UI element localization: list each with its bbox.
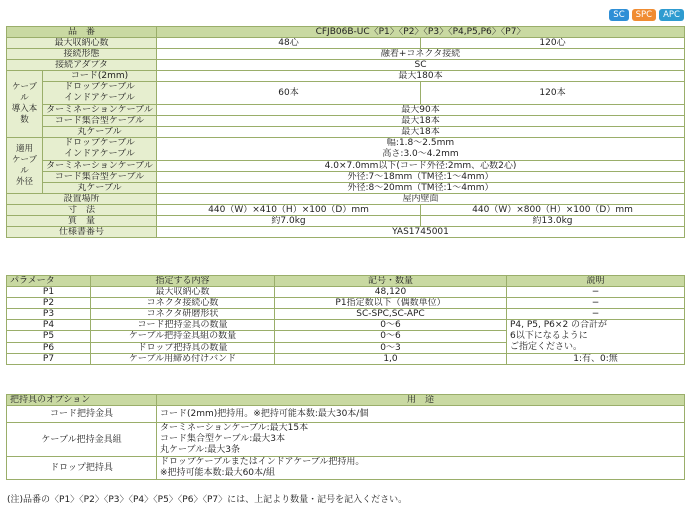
dimensions-label: 寸 法 — [7, 205, 157, 216]
table-row-content: ドロップ把持具の数量 — [91, 342, 275, 353]
option-name: ドロップ把持具 — [7, 457, 157, 480]
part-number-label: 品 番 — [7, 27, 157, 38]
table-row-param: P2 — [7, 298, 91, 309]
max-cores-label: 最大収納心数 — [7, 38, 157, 49]
cord-set-cable-label: コード集合型ケーブル — [43, 116, 157, 127]
option-use: ドロップケーブルまたはインドアケーブル把持用。 ※把持可能本数:最大60本/組 — [157, 457, 685, 480]
table-row-desc: − — [507, 287, 685, 298]
p456-description: P4, P5, P6×2 の合計が 6以下になるように ご指定ください。 — [507, 320, 685, 354]
code-header: 記号・数量 — [275, 276, 507, 287]
termination-cable-label: ターミネーションケーブル — [43, 105, 157, 116]
part-number-value: CFJB06B-UC〈P1〉〈P2〉〈P3〉〈P4,P5,P6〉〈P7〉 — [157, 27, 685, 38]
adapter-label: 接続アダプタ — [7, 60, 157, 71]
table-row-code: 0〜6 — [275, 320, 507, 331]
table-row-code: 48,120 — [275, 287, 507, 298]
round-cable-value: 最大18本 — [157, 127, 685, 138]
connection-value: 融着+コネクタ接続 — [157, 49, 685, 60]
round-cable-dia-value: 外径:8〜20mm（TM径:1〜4mm） — [157, 183, 685, 194]
mass-label: 質 量 — [7, 216, 157, 227]
param-header: パラメータ — [7, 276, 91, 287]
option-header: 把持具のオプション — [7, 395, 157, 406]
options-table — [6, 394, 685, 480]
option-name: ケーブル把持金具組 — [7, 423, 157, 457]
table-row-code: 0〜3 — [275, 342, 507, 353]
option-use: ターミネーションケーブル:最大15本 コード集合型ケーブル:最大3本 丸ケーブル:最大3条 — [157, 423, 685, 457]
max-cores-120: 120心 — [421, 38, 685, 49]
option-name: コード把持金具 — [7, 406, 157, 423]
dimensions-48: 440（W）×410（H）×100（D）mm — [157, 205, 421, 216]
spec-number-label: 仕様書番号 — [7, 227, 157, 238]
drop-cable-120: 120本 — [421, 82, 685, 105]
spec-number-value: YAS1745001 — [157, 227, 685, 238]
install-place-value: 屋内壁面 — [157, 194, 685, 205]
termination-cable-dia-value: 4.0×7.0mm以下(コード外径:2mm、心数2心) — [157, 161, 685, 172]
round-cable-dia-label: 丸ケーブル — [43, 183, 157, 194]
parameter-table — [6, 275, 685, 365]
table-row-code: P1指定数以下（偶数単位） — [275, 298, 507, 309]
drop-cable-60: 60本 — [157, 82, 421, 105]
apc-badge: APC — [659, 9, 684, 21]
spec-table — [6, 26, 685, 238]
content-header: 指定する内容 — [91, 276, 275, 287]
table-row-content: コネクタ研磨形状 — [91, 309, 275, 320]
round-cable-label: 丸ケーブル — [43, 127, 157, 138]
cable-intake-group-label: ケーブル 導入本数 — [7, 71, 43, 138]
table-row-param: P3 — [7, 309, 91, 320]
cord-set-cable-dia-value: 外径:7〜18mm（TM径:1〜4mm） — [157, 172, 685, 183]
spc-badge: SPC — [632, 9, 656, 21]
termination-cable-dia-label: ターミネーションケーブル — [43, 161, 157, 172]
table-row-content: コネクタ接続心数 — [91, 298, 275, 309]
table-row-content: 最大収納心数 — [91, 287, 275, 298]
table-row-code: 1,0 — [275, 354, 507, 365]
table-row-param: P1 — [7, 287, 91, 298]
table-row-content: ケーブル把持金具組の数量 — [91, 331, 275, 342]
cord-set-cable-value: 最大18本 — [157, 116, 685, 127]
cord-set-cable-dia-label: コード集合型ケーブル — [43, 172, 157, 183]
termination-cable-value: 最大90本 — [157, 105, 685, 116]
table-row-param: P5 — [7, 331, 91, 342]
table-row-content: ケーブル用締め付けバンド — [91, 354, 275, 365]
mass-48: 約7.0kg — [157, 216, 421, 227]
adapter-value: SC — [157, 60, 685, 71]
table-row-code: 0〜6 — [275, 331, 507, 342]
table-row-desc: − — [507, 298, 685, 309]
connection-label: 接続形態 — [7, 49, 157, 60]
cable-diameter-group-label: 適用 ケーブル 外径 — [7, 138, 43, 194]
option-use: コード(2mm)把持用。※把持可能本数:最大30本/個 — [157, 406, 685, 423]
sc-badge: SC — [609, 9, 628, 21]
table-row-content: コード把持金具の数量 — [91, 320, 275, 331]
drop-cable-label: ドロップケーブル インドアケーブル — [43, 82, 157, 105]
table-row-param: P4 — [7, 320, 91, 331]
cord-value: 最大180本 — [157, 71, 685, 82]
footnote: (注)品番の〈P1〉〈P2〉〈P3〉〈P4〉〈P5〉〈P6〉〈P7〉には、上記より数量・記号を記入ください。 — [7, 495, 408, 505]
table-row-code: SC-SPC,SC-APC — [275, 309, 507, 320]
table-row-desc: 1:有、0:無 — [507, 354, 685, 365]
table-row-desc: − — [507, 309, 685, 320]
drop-cable-dia-value: 幅:1.8〜2.5mm 高さ:3.0〜4.2mm — [157, 138, 685, 161]
desc-header: 説明 — [507, 276, 685, 287]
install-place-label: 設置場所 — [7, 194, 157, 205]
table-row-param: P7 — [7, 354, 91, 365]
cord-label: コード(2mm) — [43, 71, 157, 82]
use-header: 用 途 — [157, 395, 685, 406]
table-row-param: P6 — [7, 342, 91, 353]
drop-cable-dia-label: ドロップケーブル インドアケーブル — [43, 138, 157, 161]
max-cores-48: 48心 — [157, 38, 421, 49]
mass-120: 約13.0kg — [421, 216, 685, 227]
connector-badges — [609, 9, 684, 21]
dimensions-120: 440（W）×800（H）×100（D）mm — [421, 205, 685, 216]
